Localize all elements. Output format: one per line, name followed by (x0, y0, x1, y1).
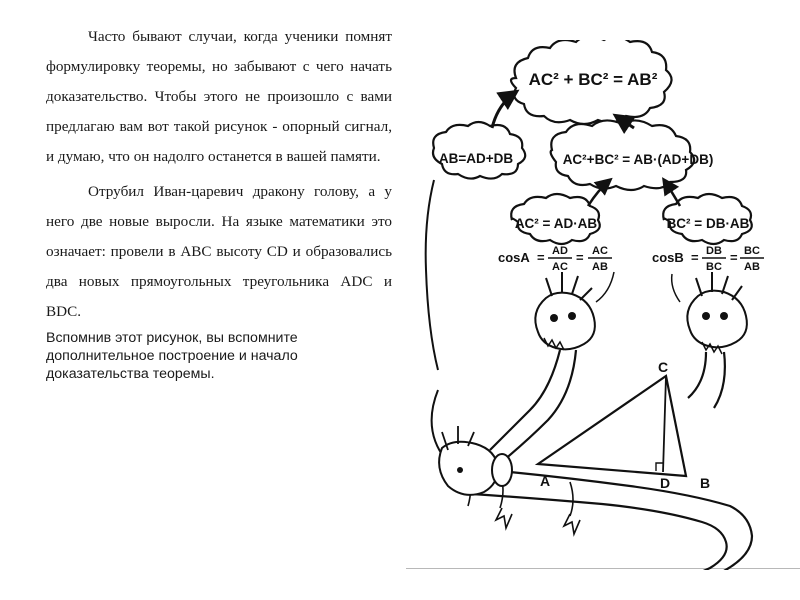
right-cloud (551, 120, 714, 190)
cosA-equals-2: = (576, 250, 584, 265)
text-column (46, 22, 392, 383)
cosA-formula (498, 245, 612, 273)
dragon-neck-right (688, 352, 725, 408)
dragon-neck-left (490, 350, 560, 450)
cosB-f1-den: BC (706, 261, 722, 273)
vertex-B-label: B (700, 475, 711, 491)
cosB-f1-num: DB (706, 245, 722, 257)
cosB-f2-den: AB (744, 261, 760, 273)
top-cloud-formula: AC² + BC² = AB² (528, 70, 658, 89)
cosA-label: cosA (498, 250, 530, 265)
triangle-abc (538, 359, 710, 491)
dragon-head-right (672, 272, 747, 354)
cosB-equals-2: = (730, 250, 738, 265)
left-cloud-formula: AB=AD+DB (438, 151, 514, 166)
cosB-equals-1: = (691, 250, 699, 265)
cosB-f2-num: BC (744, 245, 760, 257)
conclusion-paragraph: Вспомнив этот рисунок, вы вспомните дополнительное построение и начало доказательства теоремы. (46, 330, 298, 382)
cosB-label: cosB (652, 250, 684, 265)
cosA-f2-den: AB (592, 261, 608, 273)
arrow-headright-to-right (664, 180, 680, 206)
head-left-formula: AC² = AD·AB (514, 216, 598, 231)
vertex-D-label: D (660, 475, 671, 491)
cosA-f1-num: AD (552, 245, 568, 257)
intro-paragraph: Часто бывают случаи, когда ученики помнят формулировку теоремы, но забывают с чего начать доказательство. Чтобы этого не произошло с вами предлагаю вам вот такой рисунок - опорный сигнал, и думаю, что он надолго останется в вашей памяти. (46, 28, 392, 165)
altitude-cd (663, 376, 666, 472)
dragon-neck-left-inner (504, 350, 576, 460)
right-cloud-formula: AC²+BC² = AB·(AD+DB) (562, 152, 714, 167)
top-cloud (511, 40, 672, 124)
dragon-head-left (535, 272, 614, 350)
head-right-formula: BC² = DB·AB (666, 216, 750, 231)
cosB-formula (652, 245, 764, 273)
dragon-stump (439, 426, 512, 495)
cosA-equals-1: = (537, 250, 545, 265)
vertex-A-label: A (540, 473, 551, 489)
cosA-f1-den: AC (552, 261, 568, 273)
head-left-cloud (511, 194, 600, 244)
left-cloud (433, 122, 525, 179)
dragon-diagram (420, 40, 792, 570)
dragon-paragraph: Отрубил Иван-царевич дракону голову, а у него две новые выросли. На языке математики это означает: провели в АВС высоту CD и образовались два новых прямоугольных треугольника ADC и BDC. (46, 183, 392, 320)
arrow-left-to-top (492, 92, 516, 128)
cosA-f2-num: AC (592, 245, 608, 257)
vertex-C-label: C (658, 359, 669, 375)
